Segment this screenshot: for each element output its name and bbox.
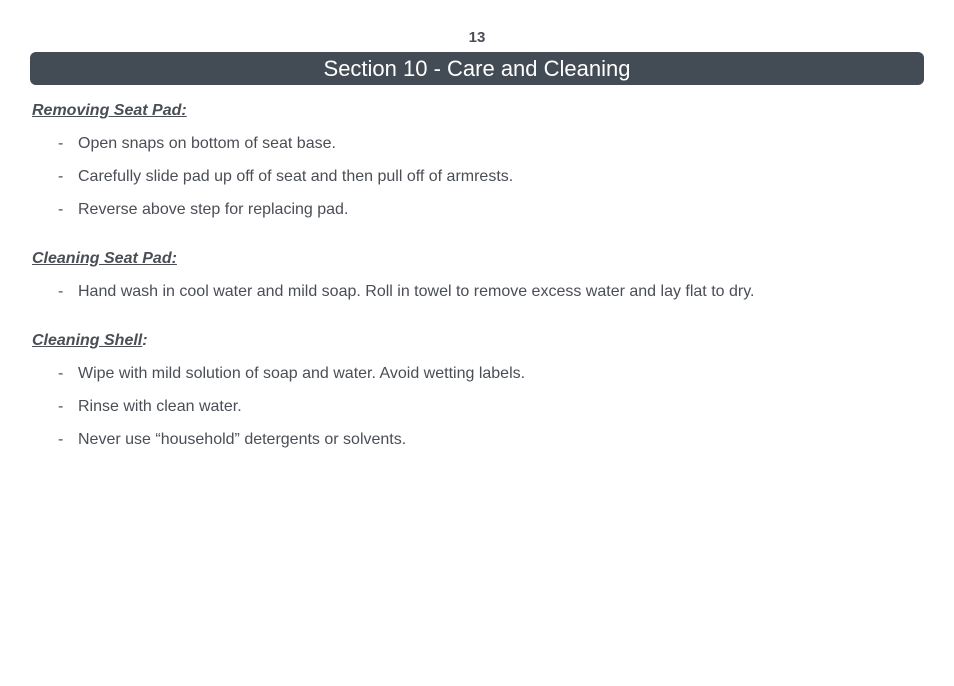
list-item-text: Carefully slide pad up off of seat and then pull off of armrests.: [78, 168, 514, 185]
bullet-dash: -: [58, 365, 64, 382]
bullet-dash: -: [58, 283, 64, 300]
list-item-text: Open snaps on bottom of seat base.: [78, 135, 336, 152]
section-heading: [32, 248, 922, 270]
list-item: [32, 199, 922, 221]
list-item: [32, 133, 922, 155]
list-item-text: Never use “household” detergents or solvents.: [78, 431, 407, 448]
instruction-list: [32, 281, 922, 303]
list-item: [32, 166, 922, 188]
instruction-list: [32, 363, 922, 451]
section-title-banner: [30, 52, 924, 85]
page-content: [32, 100, 922, 478]
section-heading-text: Cleaning Seat Pad:: [32, 250, 177, 267]
section-heading-text: Cleaning Shell: [32, 332, 143, 349]
list-item-text: Hand wash in cool water and mild soap. Roll in towel to remove excess water and lay flat to dry.: [78, 283, 755, 300]
section-removing-seat-pad: [32, 100, 922, 221]
section-heading: [32, 100, 922, 122]
section-cleaning-seat-pad: [32, 248, 922, 303]
instruction-list: [32, 133, 922, 221]
list-item-text: Wipe with mild solution of soap and water. Avoid wetting labels.: [78, 365, 526, 382]
bullet-dash: -: [58, 431, 64, 448]
list-item-text: Rinse with clean water.: [78, 398, 242, 415]
list-item: [32, 429, 922, 451]
section-heading-text: Removing Seat Pad:: [32, 102, 187, 119]
section-cleaning-shell: [32, 330, 922, 451]
bullet-dash: -: [58, 398, 64, 415]
list-item: [32, 363, 922, 385]
page-number: 13: [468, 29, 486, 46]
section-heading-suffix: :: [142, 332, 148, 349]
section-heading: [32, 330, 922, 352]
bullet-dash: -: [58, 168, 64, 185]
section-title: Section 10 - Care and Cleaning: [323, 56, 631, 81]
bullet-dash: -: [58, 135, 64, 152]
list-item: [32, 281, 922, 303]
list-item: [32, 396, 922, 418]
bullet-dash: -: [58, 201, 64, 218]
list-item-text: Reverse above step for replacing pad.: [78, 201, 349, 218]
